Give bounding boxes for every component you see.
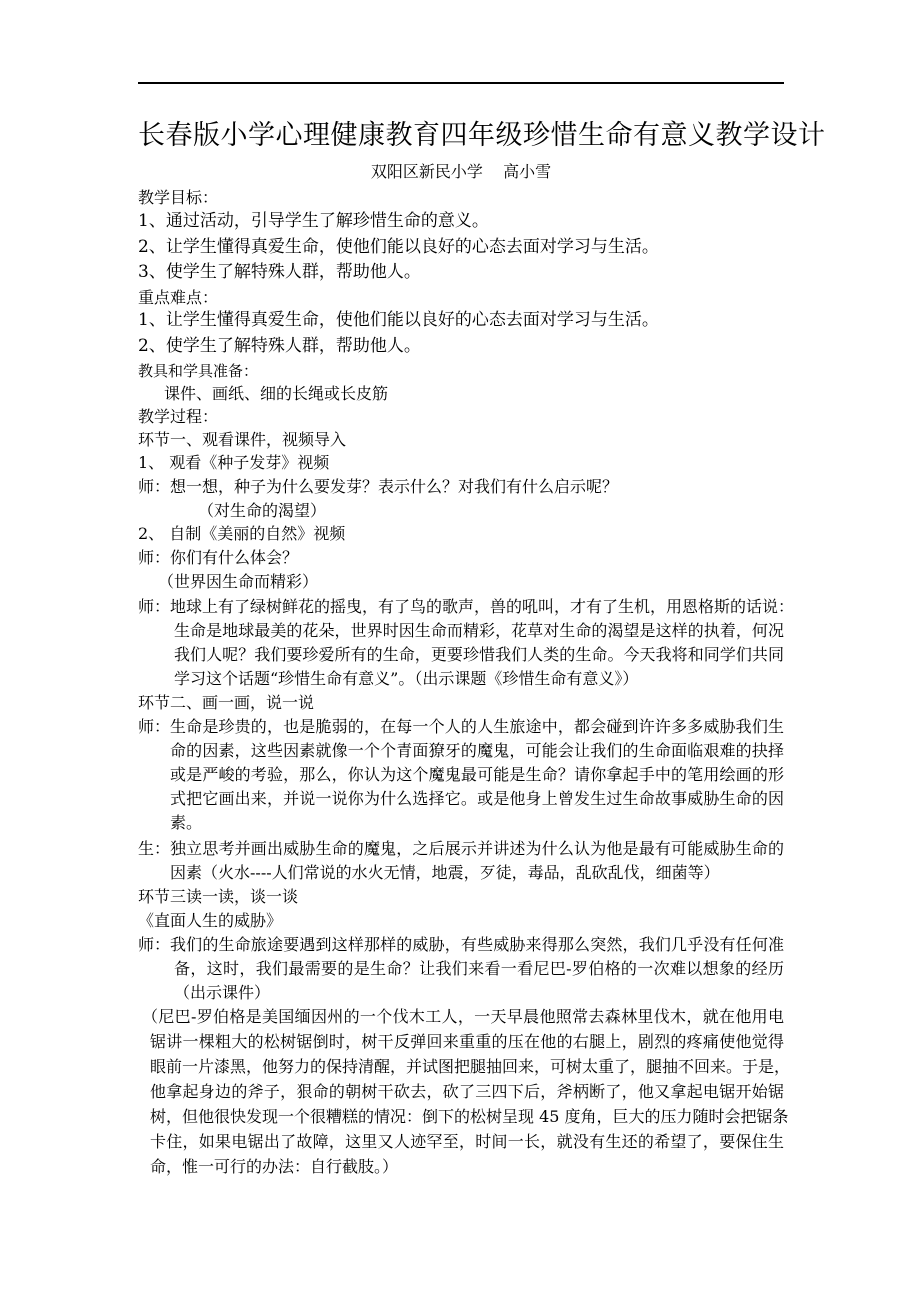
section-heading: 教学目标： [138, 188, 219, 207]
paragraph-line: 课件、画纸、细的长绳或长皮筋 [164, 384, 389, 403]
paragraph-line: 备，这时，我们最需要的是生命？让我们来看一看尼巴-罗伯格的一次难以想象的经历 [174, 959, 784, 978]
document-title: 长春版小学心理健康教育四年级珍惜生命有意义教学设计 [138, 120, 826, 151]
paragraph-line: 2、使学生了解特殊人群，帮助他人。 [138, 336, 421, 356]
paragraph-line: 生命是珍贵的，也是脆弱的，在每一个人的人生旅途中，都会碰到许许多多威胁我们生 [170, 717, 784, 736]
paragraph-line: 2、 自制《美丽的自然》视频 [138, 524, 346, 543]
paragraph-line: 学习这个话题“珍惜生命有意义”。（出示课题《珍惜生命有意义》） [174, 669, 639, 688]
paragraph-line: 卡住，如果电锯出了故障，这里又人迹罕至，时间一长，就没有生还的希望了，要保住生 [150, 1132, 784, 1151]
paragraph-line: （出示课件） [174, 983, 271, 1002]
speaker-label: 师： [138, 935, 171, 954]
paragraph-line: 锯讲一棵粗大的松树锯倒时，树干反弹回来重重的压在他的右腿上，剧烈的疼痛使他觉得 [150, 1032, 784, 1051]
paragraph-line: 独立思考并画出威胁生命的魔鬼，之后展示并讲述为什么认为他是最有可能威胁生命的 [170, 839, 784, 858]
paragraph-line: 1、让学生懂得真爱生命，使他们能以良好的心态去面对学习与生活。 [138, 310, 659, 330]
paragraph-line: 1、通过活动，引导学生了解珍惜生命的意义。 [138, 211, 489, 231]
paragraph-line: （世界因生命而精彩） [158, 572, 319, 591]
header-rule [138, 82, 784, 84]
paragraph-line: 式把它画出来，并说一说你为什么选择它。或是他身上曾发生过生命故事威胁生命的因 [170, 789, 784, 808]
speaker-label: 师： [138, 597, 171, 616]
paragraph-line: 《直面人生的威胁》 [138, 911, 283, 930]
speaker-label: 师： [138, 717, 171, 736]
speaker-label: 生： [138, 839, 171, 858]
paragraph-line: 命，惟一可行的办法：自行截肢。） [150, 1157, 399, 1176]
paragraph-line: 素。 [170, 813, 203, 832]
section-heading: 环节二、画一画，说一说 [138, 693, 315, 712]
paragraph-line: 2、让学生懂得真爱生命，使他们能以良好的心态去面对学习与生活。 [138, 237, 659, 257]
paragraph-line: 1、 观看《种子发芽》视频 [138, 453, 330, 472]
paragraph-line: 我们的生命旅途要遇到这样那样的威胁，有些威胁来得那么突然，我们几乎没有任何准 [170, 935, 784, 954]
paragraph-line: 环节一、观看课件，视频导入 [138, 430, 347, 449]
paragraph-line: 师：你们有什么体会？ [138, 548, 299, 567]
section-heading: 环节三读一读，谈一谈 [138, 887, 299, 906]
paragraph-line: 地球上有了绿树鲜花的摇曳，有了鸟的歌声，兽的吼叫，才有了生机，用恩格斯的话说： [170, 597, 795, 616]
author-line: 双阳区新民小学 高小雪 [370, 162, 552, 181]
paragraph-line: （对生命的渴望） [198, 501, 327, 520]
paragraph-line: 眼前一片漆黑，他努力的保持清醒，并试图把腿抽回来，可树太重了，腿抽不回来。于是， [150, 1057, 791, 1076]
paragraph-line: 他拿起身边的斧子，狠命的朝树干砍去，砍了三四下后，斧柄断了，他又拿起电锯开始锯 [150, 1082, 784, 1101]
paragraph-line: 生命是地球最美的花朵，世界时因生命而精彩，花草对生命的渴望是这样的执着，何况 [174, 621, 784, 640]
section-heading: 重点难点： [138, 288, 219, 307]
paragraph-line: （尼巴-罗伯格是美国缅因州的一个伐木工人，一天早晨他照常去森林里伐木，就在他用电 [142, 1007, 784, 1026]
paragraph-line: 师：想一想，种子为什么要发芽？表示什么？对我们有什么启示呢？ [138, 477, 619, 496]
paragraph-line: 3、使学生了解特殊人群，帮助他人。 [138, 262, 421, 282]
paragraph-line: 树，但他很快发现一个很糟糕的情况：倒下的松树呈现 45 度角，巨大的压力随时会把锯条 [150, 1107, 789, 1126]
section-heading: 教具和学具准备： [138, 362, 259, 380]
paragraph-line: 因素（火水----人们常说的水火无情，地震，歹徒，毒品，乱砍乱伐，细菌等） [170, 863, 720, 882]
paragraph-line: 或是严峻的考验，那么，你认为这个魔鬼最可能是生命？请你拿起手中的笔用绘画的形 [170, 765, 784, 784]
paragraph-line: 我们人呢？我们要珍爱所有的生命，更要珍惜我们人类的生命。今天我将和同学们共同 [174, 645, 784, 664]
section-heading: 教学过程： [138, 407, 219, 426]
paragraph-line: 命的因素，这些因素就像一个个青面獠牙的魔鬼，可能会让我们的生命面临艰难的抉择 [170, 741, 784, 760]
